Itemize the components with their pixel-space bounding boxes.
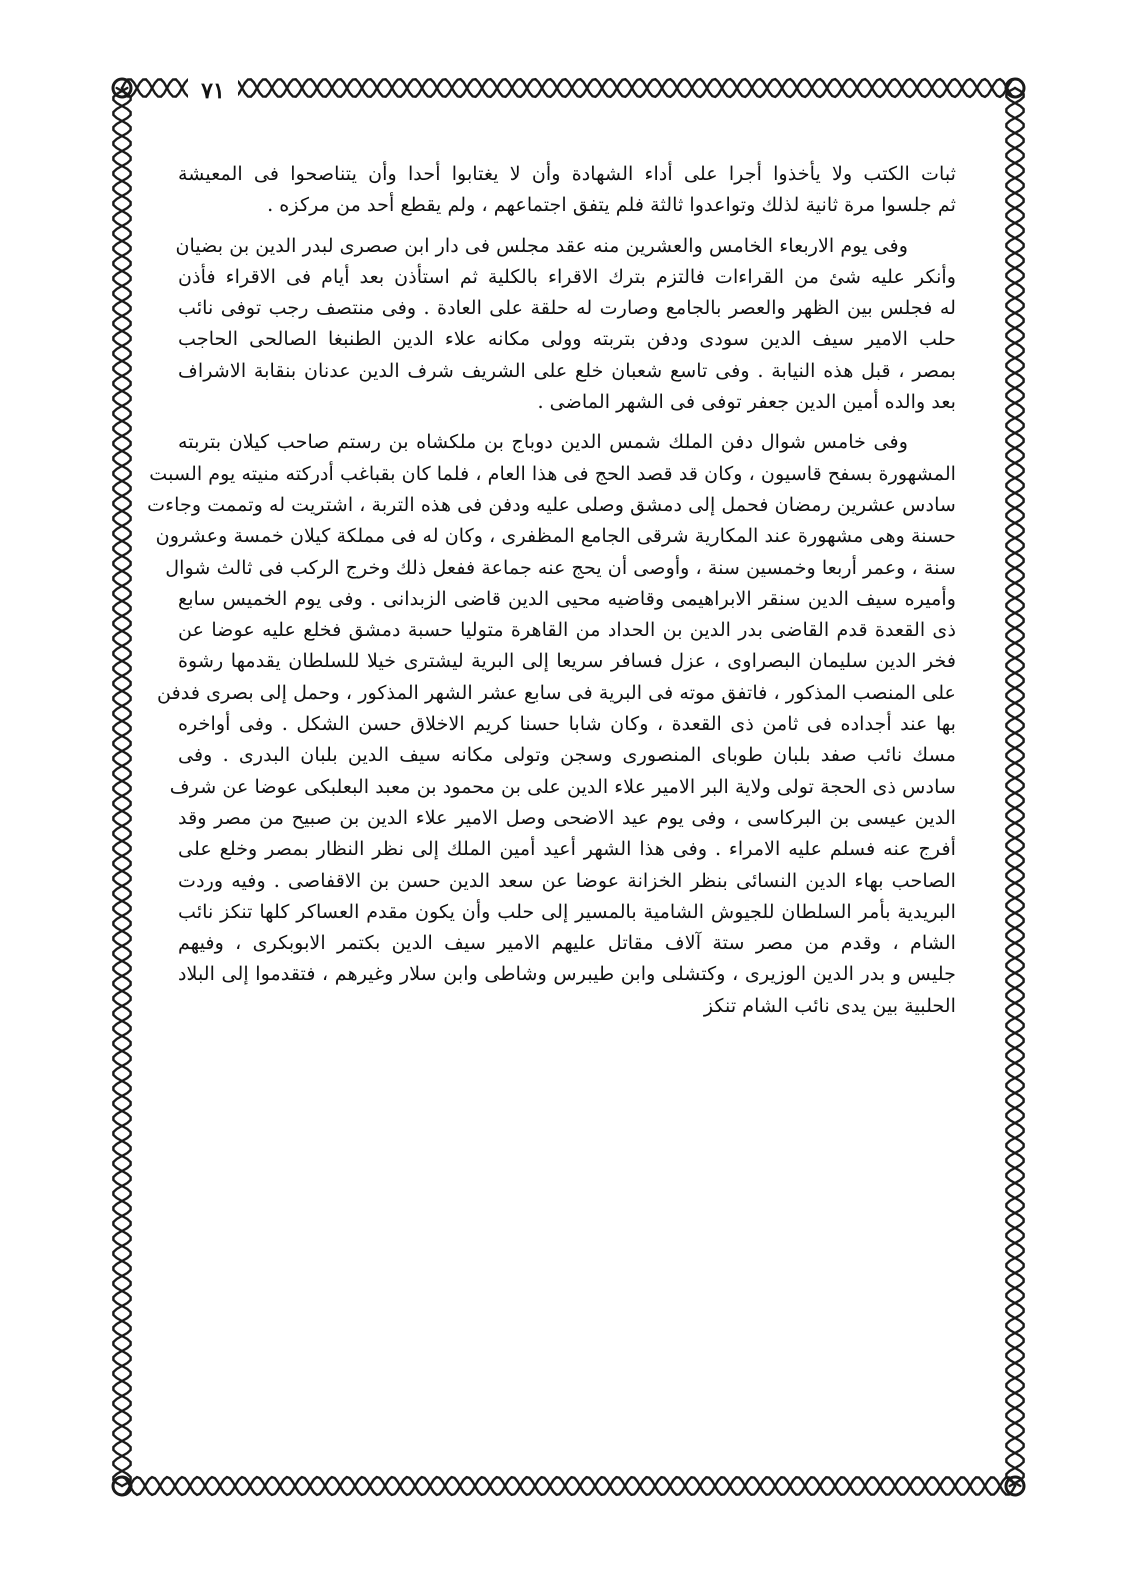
text-line: بها عند أجداده فى ثامن ذى القعدة ، وكان شابا حسنا كريم الاخلاق حسن الشكل . وفى أواخره [178,712,956,736]
text-line: سادس ذى الحجة تولى ولاية البر الامير علاء الدين على بن محمود بن معبد البعلبكى عوضا عن شرف [169,774,956,798]
text-line: الشام ، وقدم من مصر ستة آلاف مقاتل عليهم الامير سيف الدين بكتمر الابوبكرى ، وفيهم [178,931,956,955]
text-line: مسك نائب صفد بلبان طوباى المنصورى وسجن وتولى مكانه سيف الدين بلبان البدرى . وفى [178,743,956,767]
text-line: وفى خامس شوال دفن الملك شمس الدين دوباج بن ملكشاه بن رستم صاحب كيلان بتربته [178,430,908,454]
text-line: بعد والده أمين الدين جعفر توفى فى الشهر الماضى . [537,390,956,414]
paragraph-3 [147,426,956,1021]
paragraph-2 [175,230,956,418]
page-number: ٧١ [188,74,238,108]
text-line: له فجلس بين الظهر والعصر بالجامع وصارت له حلقة على العادة . وفى منتصف رجب توفى نائب [178,296,956,320]
paragraph-gap [178,221,956,230]
text-line: الدين عيسى بن البركاسى ، وفى يوم عيد الاضحى وصل الامير علاء الدين بن صبيح من مصر وقد [178,805,956,829]
text-line: على المنصب المذكور ، فاتفق موته فى البرية فى سابع عشر الشهر المذكور ، وحمل إلى بصرى فدفن [157,680,956,704]
text-line: سنة ، وعمر أربعا وخمسين سنة ، وأوصى أن يحج عنه جماعة ففعل ذلك وخرج الركب فى ثالث شوال [165,555,956,579]
text-line: أفرج عنه فسلم عليه الامراء . وفى هذا الشهر أعيد أمين الملك إلى نظر النظار بمصر وخلع على [178,837,956,861]
text-line: جليس و بدر الدين الوزيرى ، وكتشلى وابن طيبرس وشاطى وابن سلار وغيرهم ، فتقدموا إلى البلاد [178,962,956,986]
text-line: وأنكر عليه شئ من القراءات فالتزم بترك الاقراء بالكلية ثم استأذن بعد أيام فى الاقراء فأذن [178,264,956,288]
page-body-text [147,158,956,1458]
text-line: ثم جلسوا مرة ثانية لذلك وتواعدوا ثالثة فلم يتفق اجتماعهم ، ولم يقطع أحد من مركزه . [267,193,956,217]
text-line: وفى يوم الاربعاء الخامس والعشرين منه عقد مجلس فى دار ابن صصرى لبدر الدين بن بضيان [175,233,908,257]
text-line: الحلبية بين يدى نائب الشام تنكز [703,993,956,1017]
text-line: فخر الدين سليمان البصراوى ، عزل فسافر سريعا إلى البرية ليشترى خيلا للسلطان يقدمها رشوة [178,649,956,673]
paragraph-1 [178,158,956,221]
text-line: حلب الامير سيف الدين سودى ودفن بتربته وولى مكانه علاء الدين الطنبغا الصالحى الحاجب [178,327,956,351]
paragraph-gap [178,417,956,426]
text-line: حسنة وهى مشهورة عند المكارية شرقى الجامع المظفرى ، وكان له فى مملكة كيلان خمسة وعشرون [155,524,956,548]
text-line: ذى القعدة قدم القاضى بدر الدين بن الحداد من القاهرة متوليا حسبة دمشق فخلع عليه عوضا عن [178,618,956,642]
text-line: المشهورة بسفح قاسيون ، وكان قد قصد الحج فى هذا العام ، فلما كان بقباغب أدركته منيته يوم السبت [149,461,956,485]
text-line: ثبات الكتب ولا يأخذوا أجرا على أداء الشهادة وأن لا يغتابوا أحدا وأن يتناصحوا فى المعيشة [178,162,956,185]
text-line: سادس عشرين رمضان فحمل إلى دمشق وصلى عليه ودفن فى هذه التربة ، اشتريت له وتممت وجاءت [147,492,956,516]
text-line: البريدية بأمر السلطان للجيوش الشامية بالمسير إلى حلب وأن يكون مقدم العساكر كلها تنكز نائب [178,899,956,923]
text-line: وأميره سيف الدين سنقر الابراهيمى وقاضيه محيى الدين قاضى الزبدانى . وفى يوم الخميس سابع [178,586,956,610]
text-line: بمصر ، قبل هذه النيابة . وفى تاسع شعبان خلع على الشريف شرف الدين عدنان بنقابة الاشراف [178,358,956,382]
text-line: الصاحب بهاء الدين النسائى بنظر الخزانة عوضا عن سعد الدين حسن بن الاقفاصى . وفيه وردت [178,868,956,892]
